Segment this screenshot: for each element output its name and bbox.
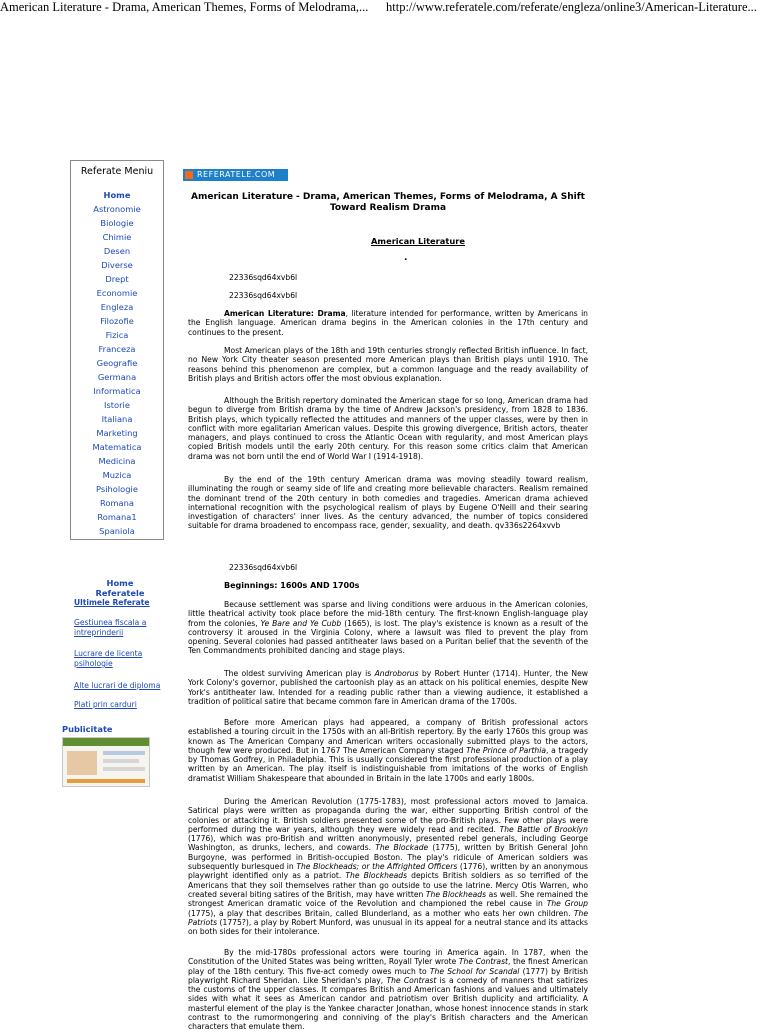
- article-subtitle: American Literature: [371, 236, 465, 246]
- paragraph: Before more American plays had appeared, a company of British professional actors established a touring circuit in the 1750s with an all-British repertory. By the early 1760s this group was known as The American Company and American writers occasionally submitted plays to the actors, though few were produced. But in 1767 The American Company staged The Prince of Parthia, a tragedy by Thomas Godfrey, in Philadelphia. This is usually considered the first professional production of a play written by an American. The play itself is indistinguishable from imitations of the works of English dramatist William Shakespeare that abounded in Britain in the late 1700s and early 1800s.: [188, 718, 588, 783]
- menu-item-istorie[interactable]: Istorie: [104, 400, 130, 410]
- menu-item-home[interactable]: Home: [103, 190, 131, 200]
- document-title: American Literature - Drama, American Themes, Forms of Melodrama,...: [0, 0, 369, 14]
- referatele-logo[interactable]: [183, 169, 288, 181]
- menu-item-engleza[interactable]: Engleza: [100, 302, 134, 312]
- separator-dot: .: [404, 253, 408, 263]
- menu-list: [71, 188, 163, 538]
- side-link-alte-lucrari[interactable]: Alte lucrari de diploma: [74, 681, 161, 690]
- article-title: American Literature - Drama, American Themes, Forms of Melodrama, A Shift Toward Realism Drama: [191, 192, 585, 213]
- paragraph: Because settlement was sparse and living conditions were arduous in the American colonies, little theatrical activity took place before the mid-18th century. The first-known English-language play from the colonies, Ye Bare and Ye Cubb (1665), is lost. The play's existence is known as a result of the controversy it aroused in the Virginia Colony, where a lawsuit was filed to prevent the play from opening. Several colonies had passed antitheater laws based on a Puritan belief that the seventh of the Ten Commandments prohibited dancing and stage plays.: [188, 600, 588, 656]
- menu-item-astronomie[interactable]: Astronomie: [93, 204, 141, 214]
- menu-item-biologie[interactable]: Biologie: [100, 218, 134, 228]
- menu-item-italiana[interactable]: Italiana: [101, 414, 133, 424]
- logo-icon: [185, 171, 193, 179]
- paragraph-bold: American Literature: Drama: [224, 309, 346, 318]
- menu-item-romana[interactable]: Romana: [100, 498, 134, 508]
- side-links: [72, 578, 164, 598]
- referate-menu: [70, 160, 164, 540]
- home-referatele-link[interactable]: Home Referatele: [95, 578, 145, 598]
- code-line: 22336sqd64xvb6l: [229, 563, 298, 572]
- publicitate-label: Publicitate: [62, 724, 113, 734]
- code-line: 22336sqd64xvb6l: [229, 273, 298, 282]
- menu-item-filozofie[interactable]: Filozofie: [100, 316, 134, 326]
- paragraph: [188, 309, 588, 337]
- advertisement-image[interactable]: [62, 737, 150, 787]
- menu-item-fizica[interactable]: Fizica: [105, 330, 129, 340]
- menu-item-informatica[interactable]: Informatica: [93, 386, 141, 396]
- paragraph: By the mid-1780s professional actors were touring in America again. In 1787, when the Constitution of the United States was being written, Royall Tyler wrote The Contrast, the finest American play of the 18th century. This five-act comedy owes much to The School for Scandal (1777) by British playwright Richard Sheridan. Like Sheridan's play, The Contrast is a comedy of manners that satirizes the customs of the upper classes. It compares British and American fashions and values and ultimately sides with what it sees as American candor and patriotism over British duplicity and artificiality. A masterful element of the play is the Yankee character Jonathan, whose honest innocence stands in stark contrast to the rumormongering and conniving of the play's British characters and the American characters that emulate them.: [188, 948, 589, 1032]
- menu-item-geografie[interactable]: Geografie: [96, 358, 138, 368]
- paragraph-text: , literature intended for performance, written by Americans in the English language. American drama begins in the American colonies in the 17th century and continues to the present.: [188, 309, 588, 337]
- menu-item-medicina[interactable]: Medicina: [98, 456, 136, 466]
- side-link-gestiunea[interactable]: Gestiunea fiscala a intreprinderii: [74, 618, 147, 637]
- menu-item-romana1[interactable]: Romana1: [97, 512, 137, 522]
- menu-item-chimie[interactable]: Chimie: [102, 232, 132, 242]
- menu-item-muzica[interactable]: Muzica: [102, 470, 132, 480]
- section-heading: Beginnings: 1600s AND 1700s: [224, 581, 360, 590]
- menu-item-matematica[interactable]: Matematica: [92, 442, 142, 452]
- menu-item-economie[interactable]: Economie: [96, 288, 138, 298]
- menu-item-franceza[interactable]: Franceza: [98, 344, 136, 354]
- paragraph: During the American Revolution (1775-1783), most professional actors moved to Jamaica. Satirical plays were written as propaganda during the war, either supporting British control of the colonies or attacking it. British soldiers presented some of the pro-British plays. Few other plays were performed during the war years, although they were widely read and recited. The Battle of Brooklyn (1776), which was pro-British and written anonymously, presented rebel generals, including George Washington, as drunks, lechers, and cowards. The Blockade (1775), written by British General John Burgoyne, was performed in British-occupied Boston. The play's ridicule of American soldiers was subsequently burlesqued in The Blockheads; or the Affrighted Officers (1776), written by an anonymous playwright identified only as a patriot. The Blockheads depicts British soldiers as so terrified of the Americans that they soil themselves rather than go outside to use the latrine. Mercy Otis Warren, who created several biting satires of the British, may have written The Blockheads as well. She remained the strongest American dramatic voice of the Revolution and championed the rebel cause in The Group (1775), a play that describes Britain, called Blunderland, as a mother who eats her own children. The Patriots (1775?), a play by Robert Munford, was unusual in its appeal for a neutral stance and its attacks on both sides for their intolerance.: [188, 797, 589, 937]
- code-line: 22336sqd64xvb6l: [229, 291, 298, 300]
- ultimele-referate-link[interactable]: Ultimele Referate: [74, 598, 150, 607]
- menu-heading: Referate Meniu: [80, 166, 154, 177]
- logo-text: REFERATELE.COM: [197, 170, 276, 179]
- menu-item-germana[interactable]: Germana: [97, 372, 137, 382]
- side-link-plati[interactable]: Plati prin carduri: [74, 700, 137, 709]
- paragraph: Most American plays of the 18th and 19th centuries strongly reflected British influence. In fact, no New York City theater season presented more American plays than British plays until 1910. The reasons behind this phenomenon are complex, but a common language and the ready availability of British plays and British actors offer the most obvious explanation.: [188, 346, 588, 383]
- menu-item-marketing[interactable]: Marketing: [96, 428, 138, 438]
- menu-item-psihologie[interactable]: Psihologie: [96, 484, 138, 494]
- paragraph: The oldest surviving American play is Androborus by Robert Hunter (1714). Hunter, the New York Colony's governor, published the cartoonish play as an attack on his political enemies, despite New York's antitheater law. Intended for a reading public rather than a viewing audience, it established a tradition of political satire that became common fare in American drama of the 1700s.: [188, 669, 588, 706]
- paragraph: By the end of the 19th century American drama was moving steadily toward realism, illuminating the rough or seamy side of life and creating more believable characters. Realism remained the dominant trend of the 20th century in both comedies and tragedies. American drama achieved international recognition with the psychological realism of plays by Eugene O'Neill and their searing investigation of characters' inner lives. As the century advanced, the number of topics considered suitable for drama broadened to encompass race, gender, sexuality, and death. qv336s2264xvvb: [188, 475, 588, 531]
- menu-item-spaniola[interactable]: Spaniola: [99, 526, 135, 536]
- menu-item-diverse[interactable]: Diverse: [101, 260, 133, 270]
- paragraph: Although the British repertory dominated the American stage for so long, American drama had begun to diverge from British drama by the time of Andrew Jackson's presidency, from 1828 to 1836. British plays, which typically reflected the attitudes and manners of the upper classes, were by then in conflict with more egalitarian American values. Despite this growing divergence, British actors, theater managers, and plays continued to cross the Atlantic Ocean with regularity, and most American plays copied British models until the early 20th century. For this reason some critics claim that American drama was not born until the end of World War I (1914-1918).: [188, 396, 588, 461]
- menu-item-desen[interactable]: Desen: [103, 246, 131, 256]
- side-link-lucrare[interactable]: Lucrare de licenta psihologie: [74, 649, 143, 668]
- menu-item-drept[interactable]: Drept: [105, 274, 129, 284]
- document-url: http://www.referatele.com/referate/engleza/online3/American-Literature...: [386, 0, 757, 14]
